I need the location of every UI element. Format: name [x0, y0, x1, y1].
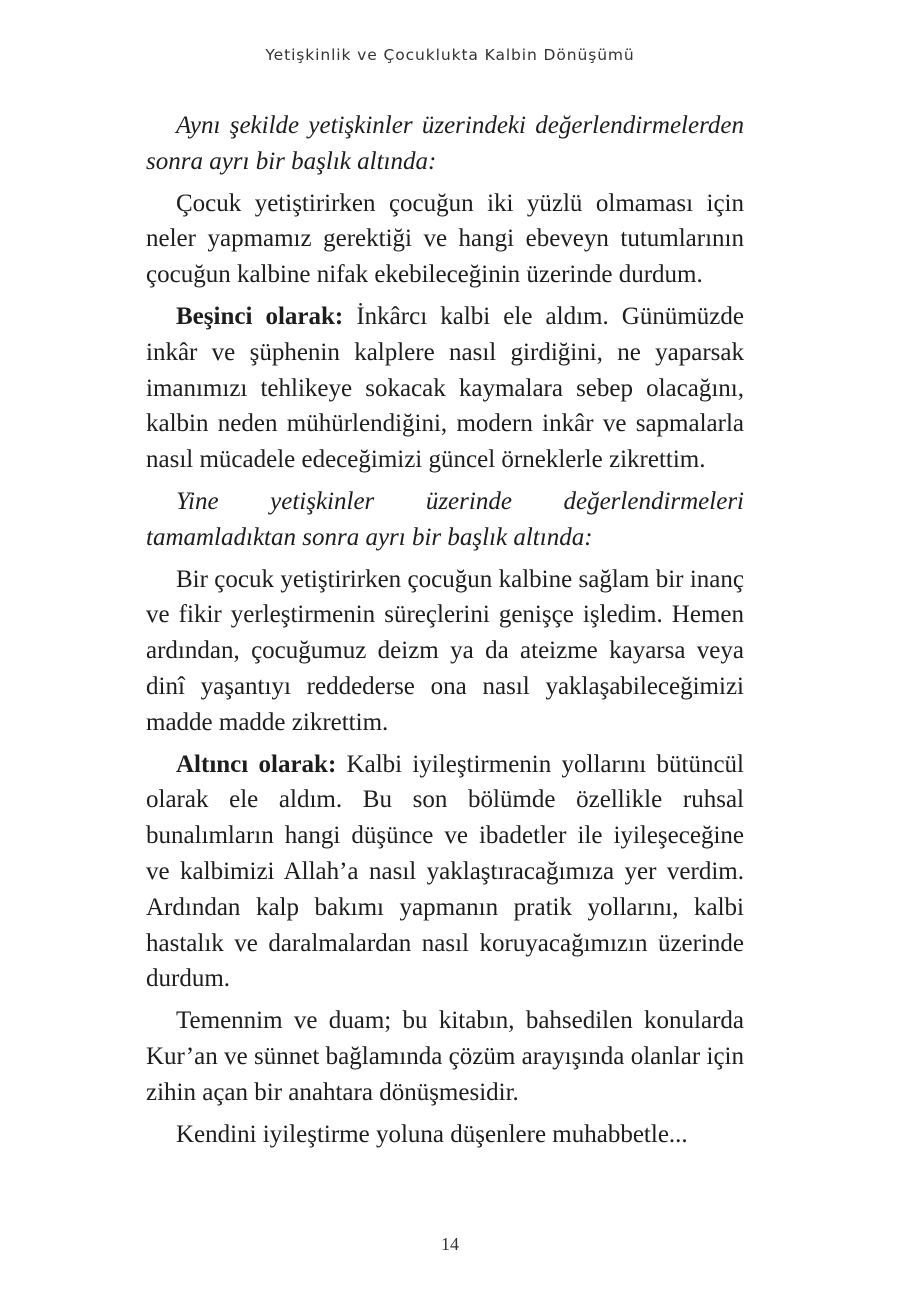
page-number: 14 [441, 1234, 459, 1254]
sixth-point-text: Kalbi iyileştirmenin yollarını bütüncül olarak ele aldım. Bu son bölümde özellikle ruhsal bunalımların hangi düşünce ve ibadetler ile iyileşeceğine ve kalbimizi Allah’a nasıl yaklaştıracağımıza yer verdim. Ardından kalp bakımı yapmanın pratik yollarını, kalbi hastalık ve daralmalardan nasıl koruyacağımızın üzerinde durdum. [146, 750, 744, 993]
paragraph-fifth-point [146, 299, 744, 478]
sixth-point-lead: Altıncı olarak: [176, 750, 337, 778]
paragraph-child-hypocrisy: Çocuk yetiştirirken çocuğun iki yüzlü olmaması için neler yapmamız gerektiği ve hangi ebeveyn tutumlarının çocuğun kalbine nifak ekebileceğinin üzerinde durdum. [146, 189, 744, 289]
fifth-point-text: İnkârcı kalbi ele aldım. Günümüzde inkâr ve şüphenin kalplere nasıl girdiğini, ne yaparsak imanımızı tehlikeye sokacak kaymalara sebep olacağını, kalbin neden mühürlendiğini, modern inkâr ve sapmalarla nasıl mücadele edeceğimizi güncel örneklerle zikrettim. [146, 302, 744, 474]
paragraph-wish: Temennim ve duam; bu kitabın, bahsedilen konularda Kur’an ve sünnet bağlamında çözüm arayışında olanlar için zihin açan bir anahtara dönüşmesidir. [146, 1007, 744, 1106]
paragraph-child-faith: Bir çocuk yetiştirirken çocuğun kalbine sağlam bir inanç ve fikir yerleştirmenin süreçlerini genişçe işledim. Hemen ardından, çocuğumuz deizm ya da ateizme kayarsa veya dinî yaşantıyı reddederse ona nasıl yaklaşabileceğimizi madde madde zikrettim. [146, 565, 744, 736]
paragraph-sixth-point [146, 747, 744, 998]
paragraph-closing: Kendini iyileştirme yoluna düşenlere muhabbetle... [176, 1120, 688, 1148]
paragraph-intro-adults: Aynı şekilde yetişkinler üzerindeki değerlendirmelerden sonra ayrı bir başlık altında: [146, 112, 744, 175]
paragraph-intro-adults-2: Yine yetişkinler üzerinde değerlendirmeleri tamamladıktan sonra ayrı bir başlık altında: [146, 487, 744, 551]
body-text [146, 108, 744, 1158]
fifth-point-lead: Beşinci olarak: [176, 302, 344, 330]
running-header: Yetişkinlik ve Çocuklukta Kalbin Dönüşümü [265, 46, 635, 64]
